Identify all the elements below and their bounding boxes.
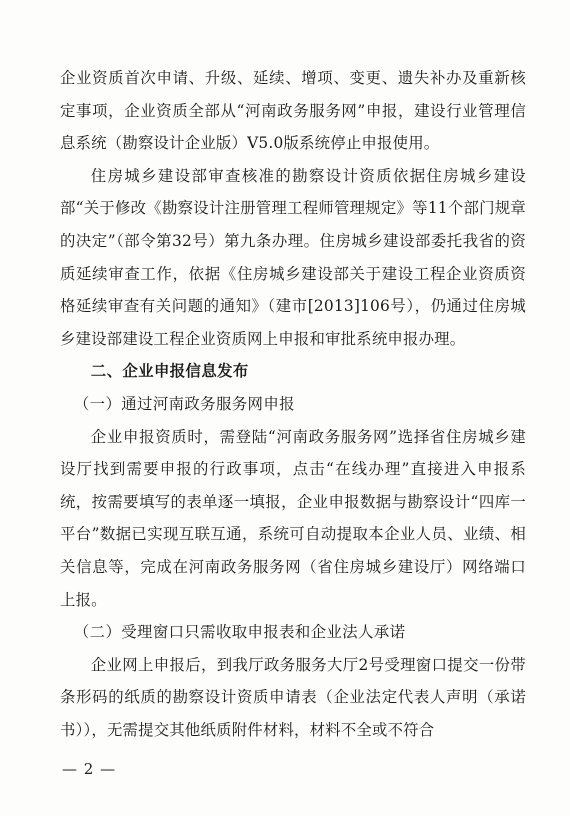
paragraph-online-declaration: 企业申报资质时，需登陆“河南政务服务网”选择省住房城乡建设厅找到需要申报的行政事项，点击“在线办理”直接进入申报系统，按需要填写的表单逐一填报，企业申报数据与勘察设计“四库一平台”数据已实现互联互通，系统可自动提取本企业人员、业绩、相关信息等，完成在河南政务服务网（省住房城乡建设厅）网络端口上报。 (60, 427, 526, 609)
paragraph-qualification-scope: 企业资质首次申请、升级、延续、增项、变更、遗失补办及重新核定事项，企业资质全部从“河南政务服务网”申报，建设行业管理信息系统（勘察设计企业版）V5.0版系统停止申报使用。 (60, 69, 526, 153)
page-number: — 2 — (62, 760, 117, 778)
subsection-heading-online-declaration: （一）通过河南政务服务网申报 (73, 394, 295, 413)
paragraph-window-acceptance: 企业网上申报后，到我厅政务服务大厅2号受理窗口提交一份带条形码的纸质的勘察设计资质申请表（企业法定代表人声明（承诺书）），无需提交其他纸质附件材料，材料不全或不符合 (60, 655, 526, 739)
section-heading-enterprise-declaration: 二、企业申报信息发布 (90, 362, 249, 381)
document-body (60, 62, 526, 746)
subsection-heading-window-acceptance: （二）受理窗口只需收取申报表和企业法人承诺 (73, 623, 406, 642)
paragraph-ministry-review: 住房城乡建设部审查核准的勘察设计资质依据住房城乡建设部“关于修改《勘察设计注册管理工程师管理规定》等11个部门规章的决定”（部令第32号）第九条办理。住房城乡建设部委托我省的资质延续审查工作，依据《住房城乡建设部关于建设工程企业资质资格延续审查有关问题的通知》（建市[2013]106号），仍通过住房城乡建设部建设工程企业资质网上申报和审批系统申报办理。 (60, 166, 526, 348)
